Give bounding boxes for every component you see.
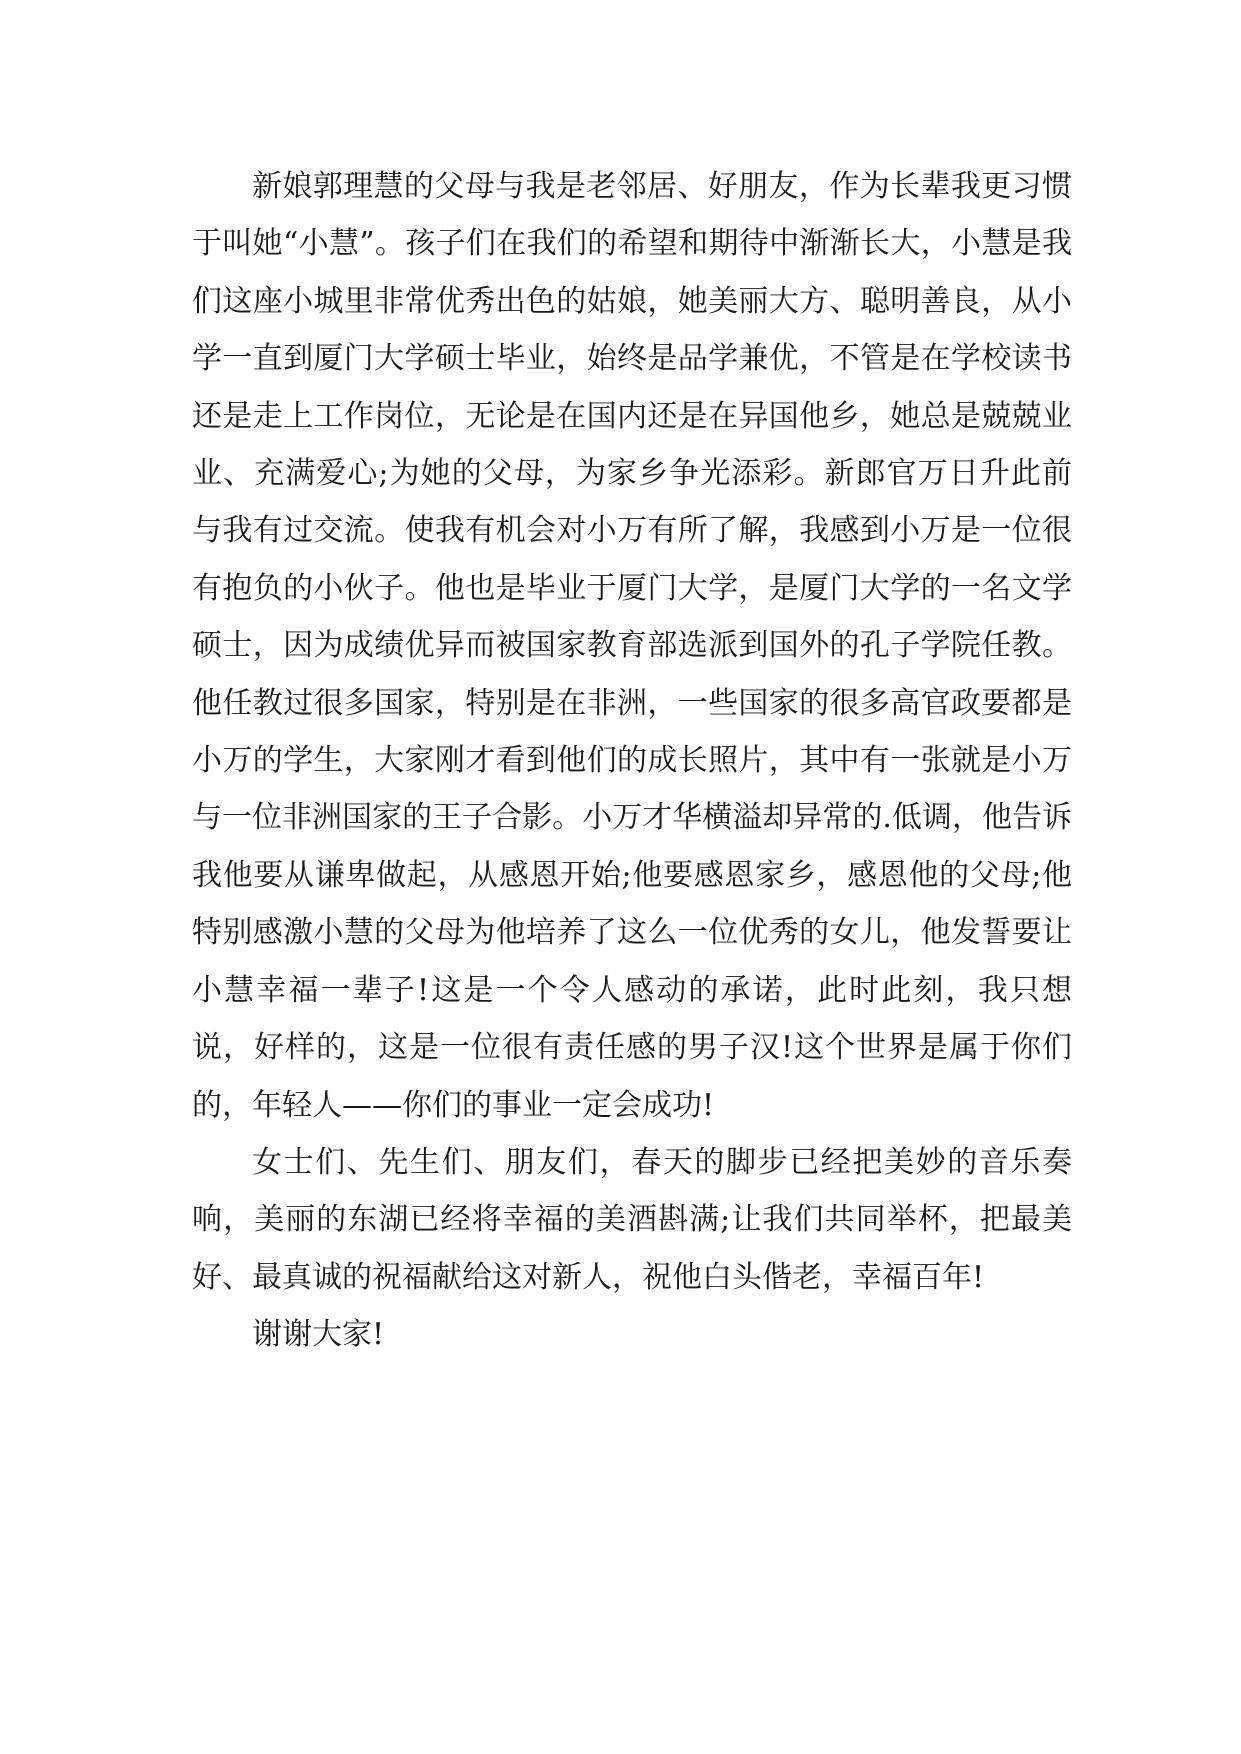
paragraph-bride-groom: 新娘郭理慧的父母与我是老邻居、好朋友，作为长辈我更习惯于叫她“小慧”。孩子们在我们的希望和期待中渐渐长大，小慧是我们这座小城里非常优秀出色的姑娘，她美丽大方、聪明善良，从小学一直到厦门大学硕士毕业，始终是品学兼优，不管是在学校读书还是走上工作岗位，无论是在国内还是在异国他乡，她总是兢兢业业、充满爱心;为她的父母，为家乡争光添彩。新郎官万日升此前与我有过交流。使我有机会对小万有所了解，我感到小万是一位很有抱负的小伙子。他也是毕业于厦门大学，是厦门大学的一名文学硕士，因为成绩优异而被国家教育部选派到国外的孔子学院任教。他任教过很多国家，特别是在非洲，一些国家的很多高官政要都是小万的学生，大家刚才看到他们的成长照片，其中有一张就是小万与一位非洲国家的王子合影。小万才华横溢却异常的.低调，他告诉我他要从谦卑做起，从感恩开始;他要感恩家乡，感恩他的父母;他特别感激小慧的父母为他培养了这么一位优秀的女儿，他发誓要让小慧幸福一辈子!这是一个令人感动的承诺，此时此刻，我只想说，好样的，这是一位很有责任感的男子汉!这个世界是属于你们的，年轻人——你们的事业一定会成功! [192,169,1072,1123]
paragraph-toast: 女士们、先生们、朋友们，春天的脚步已经把美妙的音乐奏响，美丽的东湖已经将幸福的美酒斟满;让我们共同举杯，把最美好、最真诚的祝福献给这对新人，祝他白头偕老，幸福百年! [192,1144,1072,1295]
paragraph-thanks: 谢谢大家! [252,1317,385,1353]
document-body [192,158,1072,1364]
